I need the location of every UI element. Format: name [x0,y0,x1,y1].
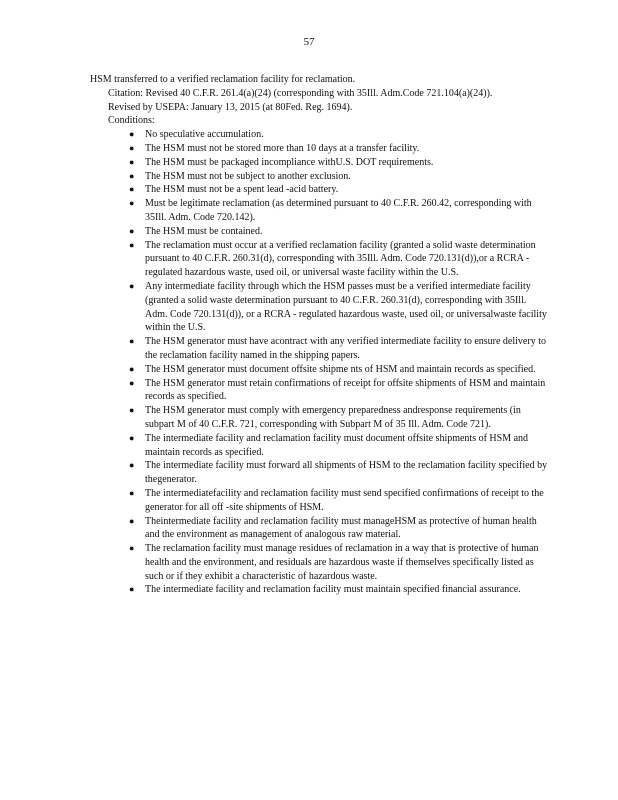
condition-item [129,377,550,405]
condition-item [129,542,550,583]
condition-item [129,128,550,142]
bullet-icon: ● [129,377,135,388]
bullet-icon: ● [129,184,135,195]
condition-text: The reclamation must occur at a verified reclamation facility (granted a solid waste determination pursuant to 40 C.F.R. 260.31(d), corresponding with 35Ill. Adm. Code 720.131(d)),or a RCRA - regulated hazardous waste, used oil, or universal waste facility within the U.S. [145,239,536,279]
condition-text: The HSM generator must comply with emergency preparedness andresponse requirements (in subpart M of 40 C.F.R. 721, corresponding with Subpart M of 35 Ill. Adm. Code 721). [145,405,521,430]
condition-item [129,335,550,363]
bullet-icon: ● [129,239,135,250]
bullet-icon: ● [129,225,135,236]
condition-item [129,487,550,515]
condition-item [129,170,550,184]
page-content [90,73,550,597]
condition-item [129,239,550,280]
citation-text: Citation: Revised 40 C.F.R. 261.4(a)(24) (corresponding with 35Ill. Adm.Code 721.104(a)(24)). [108,87,493,99]
condition-item [129,156,550,170]
condition-text: The HSM must not be subject to another exclusion. [145,170,351,182]
bullet-icon: ● [129,432,135,443]
condition-text: The intermediate facility and reclamation facility must document offsite shipments of HSM and maintain records as specified. [145,432,529,458]
page-number: 57 [303,36,315,48]
condition-item [129,142,550,156]
bullet-icon: ● [129,170,135,181]
condition-text: The intermediate facility and reclamation facility must maintain specified financial assurance. [145,584,521,596]
bullet-icon: ● [129,129,135,140]
section-heading: HSM transferred to a verified reclamation facility for reclamation. [90,74,356,85]
bullet-icon: ● [129,198,135,209]
bullet-icon: ● [129,142,135,153]
condition-item [129,432,550,460]
condition-item [129,197,550,225]
condition-text: The HSM generator must retain confirmations of receipt for offsite shipments of HSM and maintain records as specified. [145,377,546,403]
condition-text: The HSM must be packaged incompliance withU.S. DOT requirements. [145,156,434,168]
condition-text: The intermediatefacility and reclamation facility must send specified confirmations of receipt to the generator for all off -site shipments of HSM. [145,487,544,513]
condition-text: Theintermediate facility and reclamation facility must manageHSM as protective of human health and the environment as management of analogous raw material. [145,515,537,541]
bullet-icon: ● [129,405,135,416]
revised-text: Revised by USEPA: January 13, 2015 (at 80Fed. Reg. 1694). [108,101,353,113]
condition-text: The reclamation facility must manage residues of reclamation in a way that is protective of human health and the environment, and residuals are hazardous waste if themselves specifically listed as such or if they exhibit a characteristic of hazardous waste. [145,543,539,582]
bullet-icon: ● [129,156,135,167]
bullet-icon: ● [129,336,135,347]
bullet-icon: ● [129,363,135,374]
condition-text: The HSM generator must have acontract with any verified intermediate facility to ensure delivery to the reclamation facility named in the shipping papers. [145,336,546,361]
condition-text: The HSM generator must document offsite shipme nts of HSM and maintain records as specified. [145,363,536,375]
conditions-list [90,128,550,597]
condition-item [129,183,550,197]
condition-text: The HSM must be contained. [145,225,263,237]
condition-text: The HSM must not be stored more than 10 days at a transfer facility. [145,142,420,154]
condition-item [129,515,550,543]
bullet-icon: ● [129,487,135,498]
condition-text: Any intermediate facility through which the HSM passes must be a verified intermediate facility (granted a solid waste determination pursuant to 40 C.F.R. 260.31(d), corresponding with 35Ill. Adm. Code 720.131(d)), or a RCRA - regulated hazardous waste, used oil, or universalwaste facility within the U.S. [145,280,547,334]
condition-item [129,583,550,597]
condition-item [129,225,550,239]
condition-item [129,280,550,335]
condition-item [129,404,550,432]
condition-text: Must be legitimate reclamation (as determined pursuant to 40 C.F.R. 260.42, corresponding with 35Ill. Adm. Code 720.142). [145,198,532,223]
condition-text: No speculative accumulation. [145,129,264,141]
condition-item [129,459,550,487]
bullet-icon: ● [129,515,135,526]
condition-text: The intermediate facility must forward all shipments of HSM to the reclamation facility specified by thegenerator. [145,460,548,486]
bullet-icon: ● [129,460,135,471]
condition-text: The HSM must not be a spent lead -acid battery. [145,184,339,196]
conditions-label: Conditions: [108,115,155,127]
bullet-icon: ● [129,584,135,595]
condition-item [129,363,550,377]
bullet-icon: ● [129,543,135,554]
bullet-icon: ● [129,280,135,291]
